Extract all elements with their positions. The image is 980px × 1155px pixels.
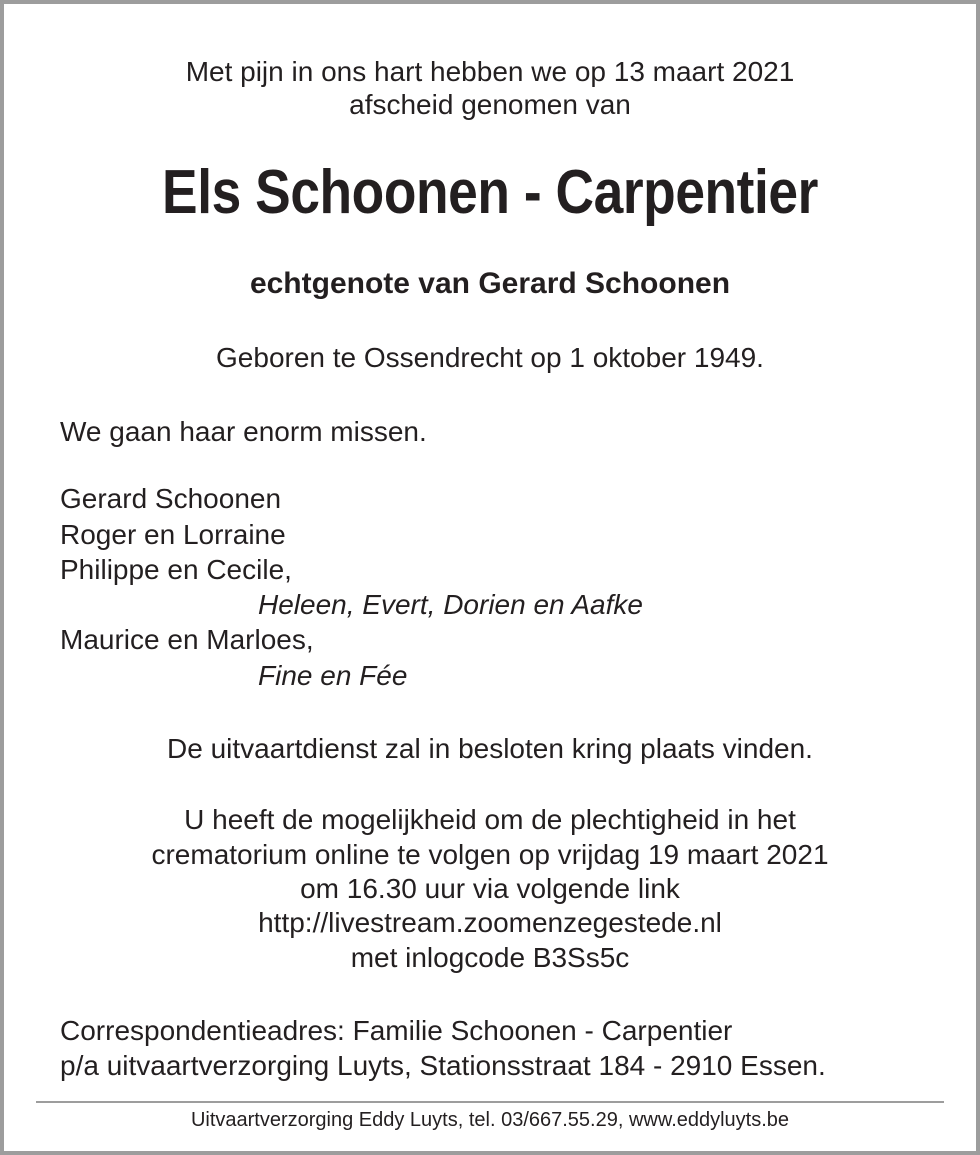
family-roger: Roger en Lorraine (60, 519, 286, 550)
family-philippe: Philippe en Cecile, (60, 554, 292, 585)
service-line: De uitvaartdienst zal in besloten kring plaats vinden. (167, 733, 813, 764)
deceased-name: Els Schoonen - Carpentier (162, 158, 818, 227)
intro-line-2: afscheid genomen van (349, 89, 631, 120)
stream-link[interactable]: http://livestream.zoomenzegestede.nl (258, 907, 722, 938)
stream-login-code: met inlogcode B3Ss5c (350, 942, 630, 973)
subtitle: echtgenote van Gerard Schoonen (249, 267, 731, 300)
stream-line-2: crematorium online te volgen op vrijdag 19 maart 2021 (151, 839, 829, 870)
missing-line: We gaan haar enorm missen. (60, 416, 427, 447)
footer-divider (36, 1101, 944, 1103)
stream-line-3: om 16.30 uur via volgende link (300, 873, 680, 904)
family-gerard: Gerard Schoonen (60, 483, 282, 514)
stream-line-1: U heeft de mogelijkheid om de plechtigheid in het (184, 804, 796, 835)
address-line-2: p/a uitvaartverzorging Luyts, Stationsstraat 184 - 2910 Essen. (60, 1050, 826, 1081)
footer-text: Uitvaartverzorging Eddy Luyts, tel. 03/667.55.29, www.eddyluyts.be (190, 1109, 790, 1131)
born-line: Geboren te Ossendrecht op 1 oktober 1949. (216, 342, 764, 373)
intro-line-1: Met pijn in ons hart hebben we op 13 maart 2021 (185, 56, 795, 87)
family-maurice: Maurice en Marloes, (60, 624, 314, 655)
family-philippe-children: Heleen, Evert, Dorien en Aafke (258, 589, 643, 620)
family-maurice-children: Fine en Fée (258, 660, 408, 691)
address-line-1: Correspondentieadres: Familie Schoonen - Carpentier (60, 1015, 733, 1046)
